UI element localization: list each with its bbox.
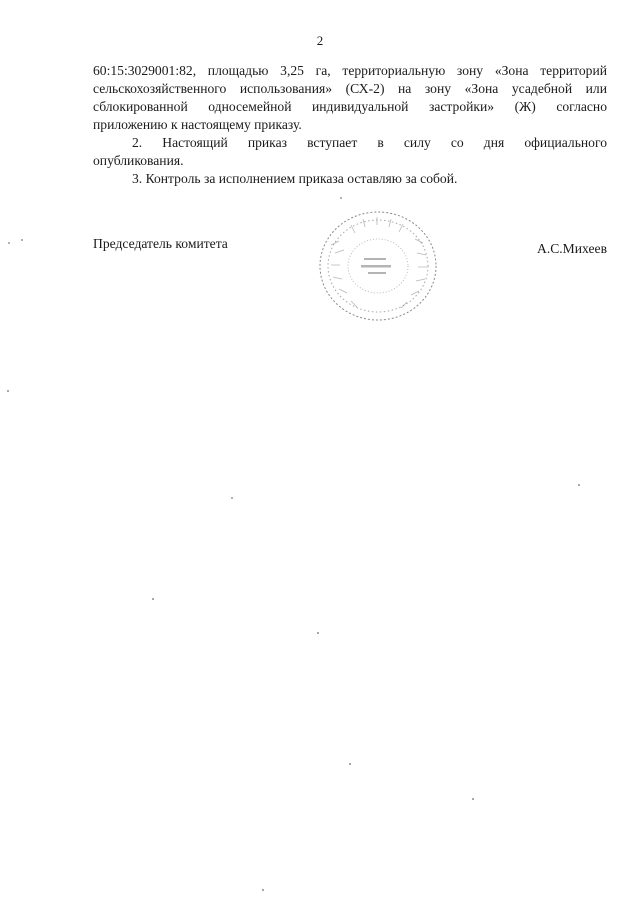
scan-artifact	[152, 598, 154, 600]
paragraph-1-line-2: сельскохозяйственного использования» (СХ-2) на зону «Зона усадебной или	[93, 81, 607, 96]
scan-artifact	[8, 242, 10, 244]
scan-artifact	[340, 197, 342, 199]
paragraph-1-line-1: 60:15:3029001:82, площадью 3,25 га, территориальную зону «Зона территорий	[93, 63, 607, 78]
scan-artifact	[7, 390, 9, 392]
scan-artifact	[231, 497, 233, 499]
official-seal-stamp	[311, 205, 445, 327]
scan-artifact	[472, 798, 474, 800]
signer-name: А.С.Михеев	[537, 241, 607, 256]
scan-artifact	[578, 484, 580, 486]
scan-artifact	[21, 239, 23, 241]
scan-artifact	[262, 889, 264, 891]
paragraph-3: 3. Контроль за исполнением приказа оставляю за собой.	[132, 171, 458, 186]
signer-title: Председатель комитета	[93, 236, 228, 251]
paragraph-2-line-1: 2. Настоящий приказ вступает в силу со дня официального	[132, 135, 607, 150]
scan-artifact	[317, 632, 319, 634]
paragraph-1-line-3: сблокированной односемейной индивидуальной застройки» (Ж) согласно	[93, 99, 607, 114]
scan-artifact	[349, 763, 351, 765]
paragraph-1-line-4: приложению к настоящему приказу.	[93, 117, 302, 132]
page-number: 2	[316, 33, 324, 48]
document-body	[93, 62, 607, 188]
paragraph-2-line-2: опубликования.	[93, 153, 184, 168]
